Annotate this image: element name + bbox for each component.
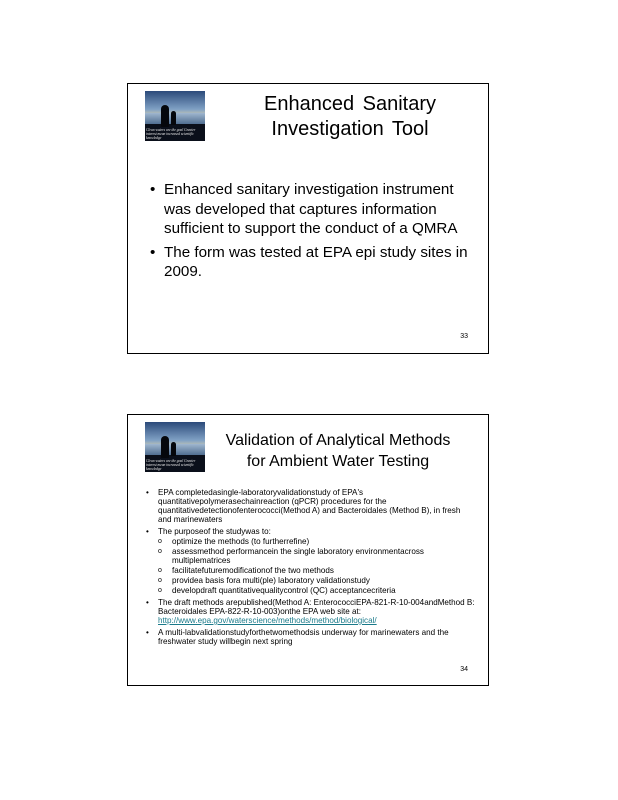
- page-number: 34: [460, 666, 468, 673]
- bullet-item: • Enhanced sanitary investigation instrument was developed that captures information sufficient to support the conduct of a QMRA: [150, 180, 470, 239]
- bullet-item: • EPA completedasingle-laboratoryvalidationstudy of EPA's quantitativepolymerasechainreaction (qPCR) procedures for the quantitativedetectionofenterococci(Method A) and Bacteroidales (Method B), in fresh and marinewaters: [144, 488, 476, 524]
- sub-bullet-list: [158, 537, 476, 595]
- logo-tagline: Clean waters are the goal Greater interest mean increased scientific knowledge: [146, 459, 196, 472]
- page-number: 33: [460, 333, 468, 340]
- beach-logo-image: [145, 422, 205, 472]
- beach-logo-image: [145, 91, 205, 141]
- bullet-list: [150, 180, 470, 286]
- sub-bullet-item: o facilitatefuturemodificationof the two methods: [158, 566, 476, 575]
- bullet-list: [144, 488, 476, 649]
- epa-methods-link[interactable]: http://www.epa.gov/waterscience/methods/method/biological/: [158, 616, 377, 625]
- slide-34: [127, 414, 489, 686]
- bullet-item: • The draft methods arepublished(Method A: EnterococciEPA-821-R-10-004andMethod B: Bacteroidales EPA-822-R-10-003)onthe EPA web site at: http://www.epa.gov/waterscience/methods/method/biological/: [144, 598, 476, 625]
- bullet-item: • The purposeof the studywas to: o optimize the methods (to furtherrefine) o assessmethod performancein the single laboratory environmentacross multiplematrices o facilitatefuturemodificationof the two methods o providea basis fora multi(ple) laboratory validationstudy o developdraft quantitativequalitycontrol (QC) acceptancecriteria: [144, 527, 476, 595]
- sub-bullet-item: o assessmethod performancein the single laboratory environmentacross multiplematrices: [158, 547, 476, 565]
- slide-title: Validation of Analytical Methods for Ambient Water Testing: [225, 432, 451, 470]
- logo-tagline: Clean waters are the goal Greater interest mean increased scientific knowledge: [146, 128, 196, 141]
- bullet-item: • The form was tested at EPA epi study sites in 2009.: [150, 243, 470, 282]
- sub-bullet-item: o optimize the methods (to furtherrefine): [158, 537, 476, 546]
- bullet-item: • A multi-labvalidationstudyforthetwomethodsis underway for marinewaters and the freshwater study willbegin next spring: [144, 628, 476, 646]
- slide-33: [127, 83, 489, 354]
- slide-title: Enhanced Sanitary Investigation Tool: [263, 93, 436, 140]
- sub-bullet-item: o developdraft quantitativequalitycontrol (QC) acceptancecriteria: [158, 586, 476, 595]
- sub-bullet-item: o providea basis fora multi(ple) laboratory validationstudy: [158, 576, 476, 585]
